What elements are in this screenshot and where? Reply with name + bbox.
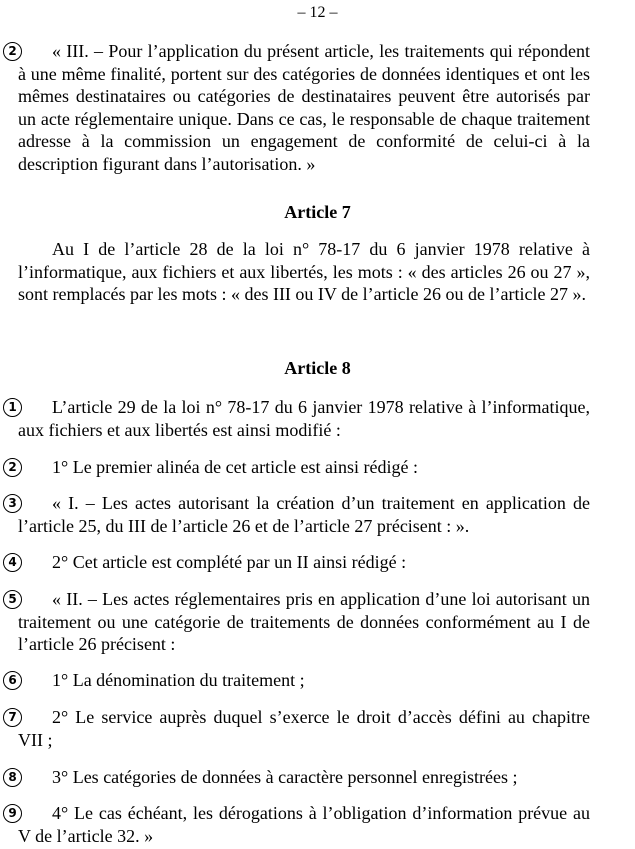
paragraph-text: 1° La dénomination du traitement ; <box>52 670 305 690</box>
paragraph-text: « I. – Les actes autorisant la création d’un traitement en application de l’article 25, du III de l’article 26 et de l’article 27 précisent : ». <box>18 493 590 536</box>
paragraph-number-badge: 1 <box>3 398 22 417</box>
paragraph-text: « III. – Pour l’application du présent article, les traitements qui répondent à une même finalité, portent sur des catégories de données identiques et ont les mêmes destinataires ou catégories de destinataires peuvent être autorisés par un acte réglementaire unique. Dans ce cas, le responsable de chaque traitement adresse à la commission un engagement de conformité de celui-ci à la description figurant dans l’autorisation. » <box>18 41 590 174</box>
article-heading: Article 8 <box>284 358 351 378</box>
paragraph-number-badge: 8 <box>3 768 22 787</box>
paragraph-text: Au I de l’article 28 de la loi n° 78-17 du 6 janvier 1978 relative à l’informatique, aux fichiers et aux libertés, les mots : « des articles 26 ou 27 », sont remplacés par les mots : « des III ou IV de l’article 26 ou de l’article 27 ». <box>18 239 590 304</box>
paragraph-text: 2° Le service auprès duquel s’exerce le droit d’accès défini au chapitre VII ; <box>18 707 590 750</box>
paragraph-number-badge: 2 <box>3 42 22 61</box>
paragraph-number-badge: 3 <box>3 494 22 513</box>
paragraph-text: L’article 29 de la loi n° 78-17 du 6 janvier 1978 relative à l’informatique, aux fichiers et aux libertés est ainsi modifié : <box>18 397 590 440</box>
paragraph-number-badge: 5 <box>3 590 22 609</box>
paragraph-text: 3° Les catégories de données à caractère personnel enregistrées ; <box>52 767 518 787</box>
paragraph-number-badge: 6 <box>3 671 22 690</box>
paragraph-number-badge: 4 <box>3 553 22 572</box>
paragraph-number-badge: 7 <box>3 708 22 727</box>
paragraph-text: 2° Cet article est complété par un II ainsi rédigé : <box>52 552 407 572</box>
paragraph-number-badge: 9 <box>3 804 22 823</box>
paragraph-text: 4° Le cas échéant, les dérogations à l’obligation d’information prévue au V de l’article 32. » <box>18 803 590 846</box>
page-number: – 12 – <box>297 4 338 21</box>
paragraph-text: « II. – Les actes réglementaires pris en application d’une loi autorisant un traitement ou une catégorie de traitements de données conformément au I de l’article 26 précisent : <box>18 589 590 654</box>
paragraph-text: 1° Le premier alinéa de cet article est ainsi rédigé : <box>52 457 419 477</box>
article-heading: Article 7 <box>284 202 351 222</box>
paragraph-number-badge: 2 <box>3 458 22 477</box>
